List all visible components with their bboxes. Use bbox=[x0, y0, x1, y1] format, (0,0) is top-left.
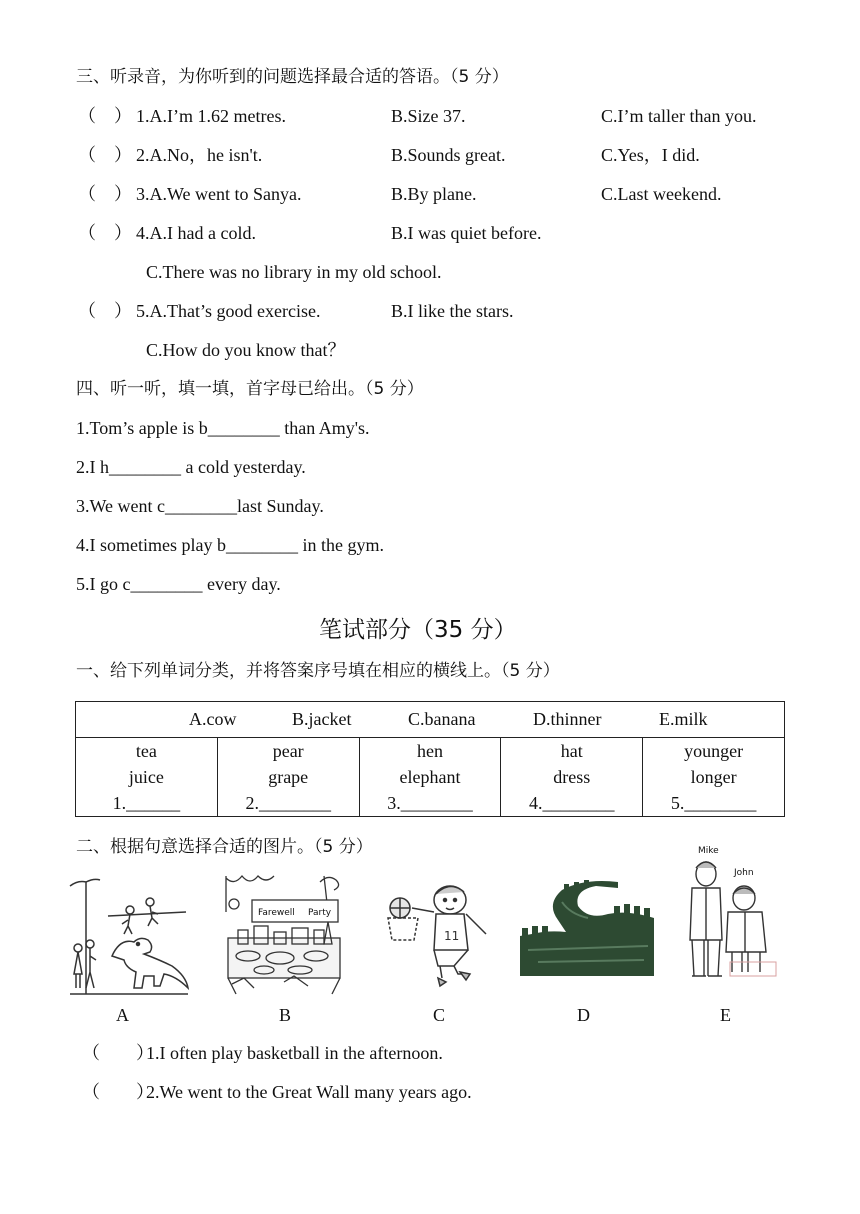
option-a: 5.A.That’s good exercise. bbox=[136, 301, 321, 321]
option-a: 2.A.No，he isn't. bbox=[136, 145, 263, 165]
answer-blank[interactable]: 4.________ bbox=[529, 793, 615, 813]
category-column-4 bbox=[501, 738, 643, 817]
option-c: C.I’m taller than you. bbox=[601, 106, 757, 126]
section4-heading: 四、听一听，填一填，首字母已给出。（5 分） bbox=[76, 379, 424, 399]
fill-blank-sentence-2[interactable]: 2.I h________ a cold yesterday. bbox=[76, 457, 306, 477]
option-c: C.Yes，I did. bbox=[601, 145, 700, 165]
word-option: E.milk bbox=[659, 709, 708, 729]
picture-label-b: B bbox=[279, 1005, 292, 1025]
jersey-number: 11 bbox=[444, 929, 460, 943]
option-a: 3.A.We went to Sanya. bbox=[136, 184, 302, 204]
option-b: B.Size 37. bbox=[391, 106, 466, 126]
answer-parenthesis[interactable]: （ ） bbox=[82, 1082, 154, 1102]
category-word: hat bbox=[560, 741, 583, 761]
option-b: B.By plane. bbox=[391, 184, 477, 204]
option-c: C.There was no library in my old school. bbox=[146, 262, 442, 282]
fill-blank-sentence-1[interactable]: 1.Tom’s apple is b________ than Amy's. bbox=[76, 418, 370, 438]
option-b: B.Sounds great. bbox=[391, 145, 506, 165]
category-column-5 bbox=[643, 738, 785, 817]
picture-label-e: E bbox=[720, 1005, 731, 1025]
picture-label-a: A bbox=[116, 1005, 129, 1025]
john-name-tag: John bbox=[734, 868, 754, 878]
fill-blank-sentence-5[interactable]: 5.I go c________ every day. bbox=[76, 574, 281, 594]
category-word: elephant bbox=[399, 767, 461, 787]
option-c: C.How do you know that？ bbox=[146, 340, 346, 360]
question-text: 2.We went to the Great Wall many years ago. bbox=[146, 1082, 472, 1102]
answer-blank[interactable]: 2.________ bbox=[245, 793, 331, 813]
partB-heading: 二、根据句意选择合适的图片。（5 分） bbox=[76, 837, 373, 857]
question-text: 1.I often play basketball in the afternoon. bbox=[146, 1043, 443, 1063]
picture-label-d: D bbox=[577, 1005, 590, 1025]
farewell-party-picture[interactable] bbox=[224, 872, 344, 996]
option-b: B.I was quiet before. bbox=[391, 223, 542, 243]
option-c: C.Last weekend. bbox=[601, 184, 722, 204]
category-word: grape bbox=[268, 767, 309, 787]
mike-john-picture[interactable] bbox=[684, 840, 780, 982]
word-bank bbox=[76, 702, 785, 738]
picture-label-c: C bbox=[433, 1005, 446, 1025]
category-column-1 bbox=[76, 738, 218, 817]
answer-parenthesis[interactable]: （ ） bbox=[78, 223, 132, 243]
option-b: B.I like the stars. bbox=[391, 301, 514, 321]
answer-parenthesis[interactable]: （ ） bbox=[78, 184, 132, 204]
category-word: hen bbox=[416, 741, 443, 761]
answer-blank[interactable]: 1.______ bbox=[112, 793, 181, 813]
category-word: juice bbox=[128, 767, 164, 787]
option-a: 1.A.I’m 1.62 metres. bbox=[136, 106, 286, 126]
word-option: C.banana bbox=[408, 709, 476, 729]
answer-blank[interactable]: 5.________ bbox=[670, 793, 757, 813]
farewell-sign-text: Farewell bbox=[258, 908, 295, 918]
answer-parenthesis[interactable]: （ ） bbox=[82, 1043, 154, 1063]
category-word: tea bbox=[135, 741, 157, 761]
category-word: younger bbox=[684, 741, 744, 761]
word-classification-table bbox=[75, 701, 785, 817]
category-column-3 bbox=[359, 738, 501, 817]
category-word: dress bbox=[553, 767, 591, 787]
answer-parenthesis[interactable]: （ ） bbox=[78, 301, 132, 321]
answer-parenthesis[interactable]: （ ） bbox=[78, 106, 132, 126]
fill-blank-sentence-4[interactable]: 4.I sometimes play b________ in the gym. bbox=[76, 535, 384, 555]
basketball-player-picture[interactable] bbox=[384, 878, 494, 990]
mike-name-tag: Mike bbox=[698, 846, 719, 856]
written-part-title: 笔试部分（35 分） bbox=[319, 617, 517, 643]
great-wall-picture[interactable] bbox=[518, 880, 656, 980]
section3-heading: 三、听录音，为你听到的问题选择最合适的答语。（5 分） bbox=[76, 67, 509, 87]
option-a: 4.A.I had a cold. bbox=[136, 223, 256, 243]
fill-blank-sentence-3[interactable]: 3.We went c________last Sunday. bbox=[76, 496, 324, 516]
answer-parenthesis[interactable]: （ ） bbox=[78, 145, 132, 165]
party-sign-text: Party bbox=[308, 908, 332, 918]
word-option: B.jacket bbox=[292, 709, 352, 729]
park-dinosaur-picture[interactable] bbox=[68, 876, 192, 998]
word-option: A.cow bbox=[189, 709, 237, 729]
category-column-2 bbox=[217, 738, 359, 817]
category-word: longer bbox=[690, 767, 737, 787]
category-word: pear bbox=[272, 741, 304, 761]
partA-heading: 一、给下列单词分类，并将答案序号填在相应的横线上。（5 分） bbox=[76, 661, 560, 681]
answer-blank[interactable]: 3.________ bbox=[387, 793, 473, 813]
word-option: D.thinner bbox=[533, 709, 602, 729]
